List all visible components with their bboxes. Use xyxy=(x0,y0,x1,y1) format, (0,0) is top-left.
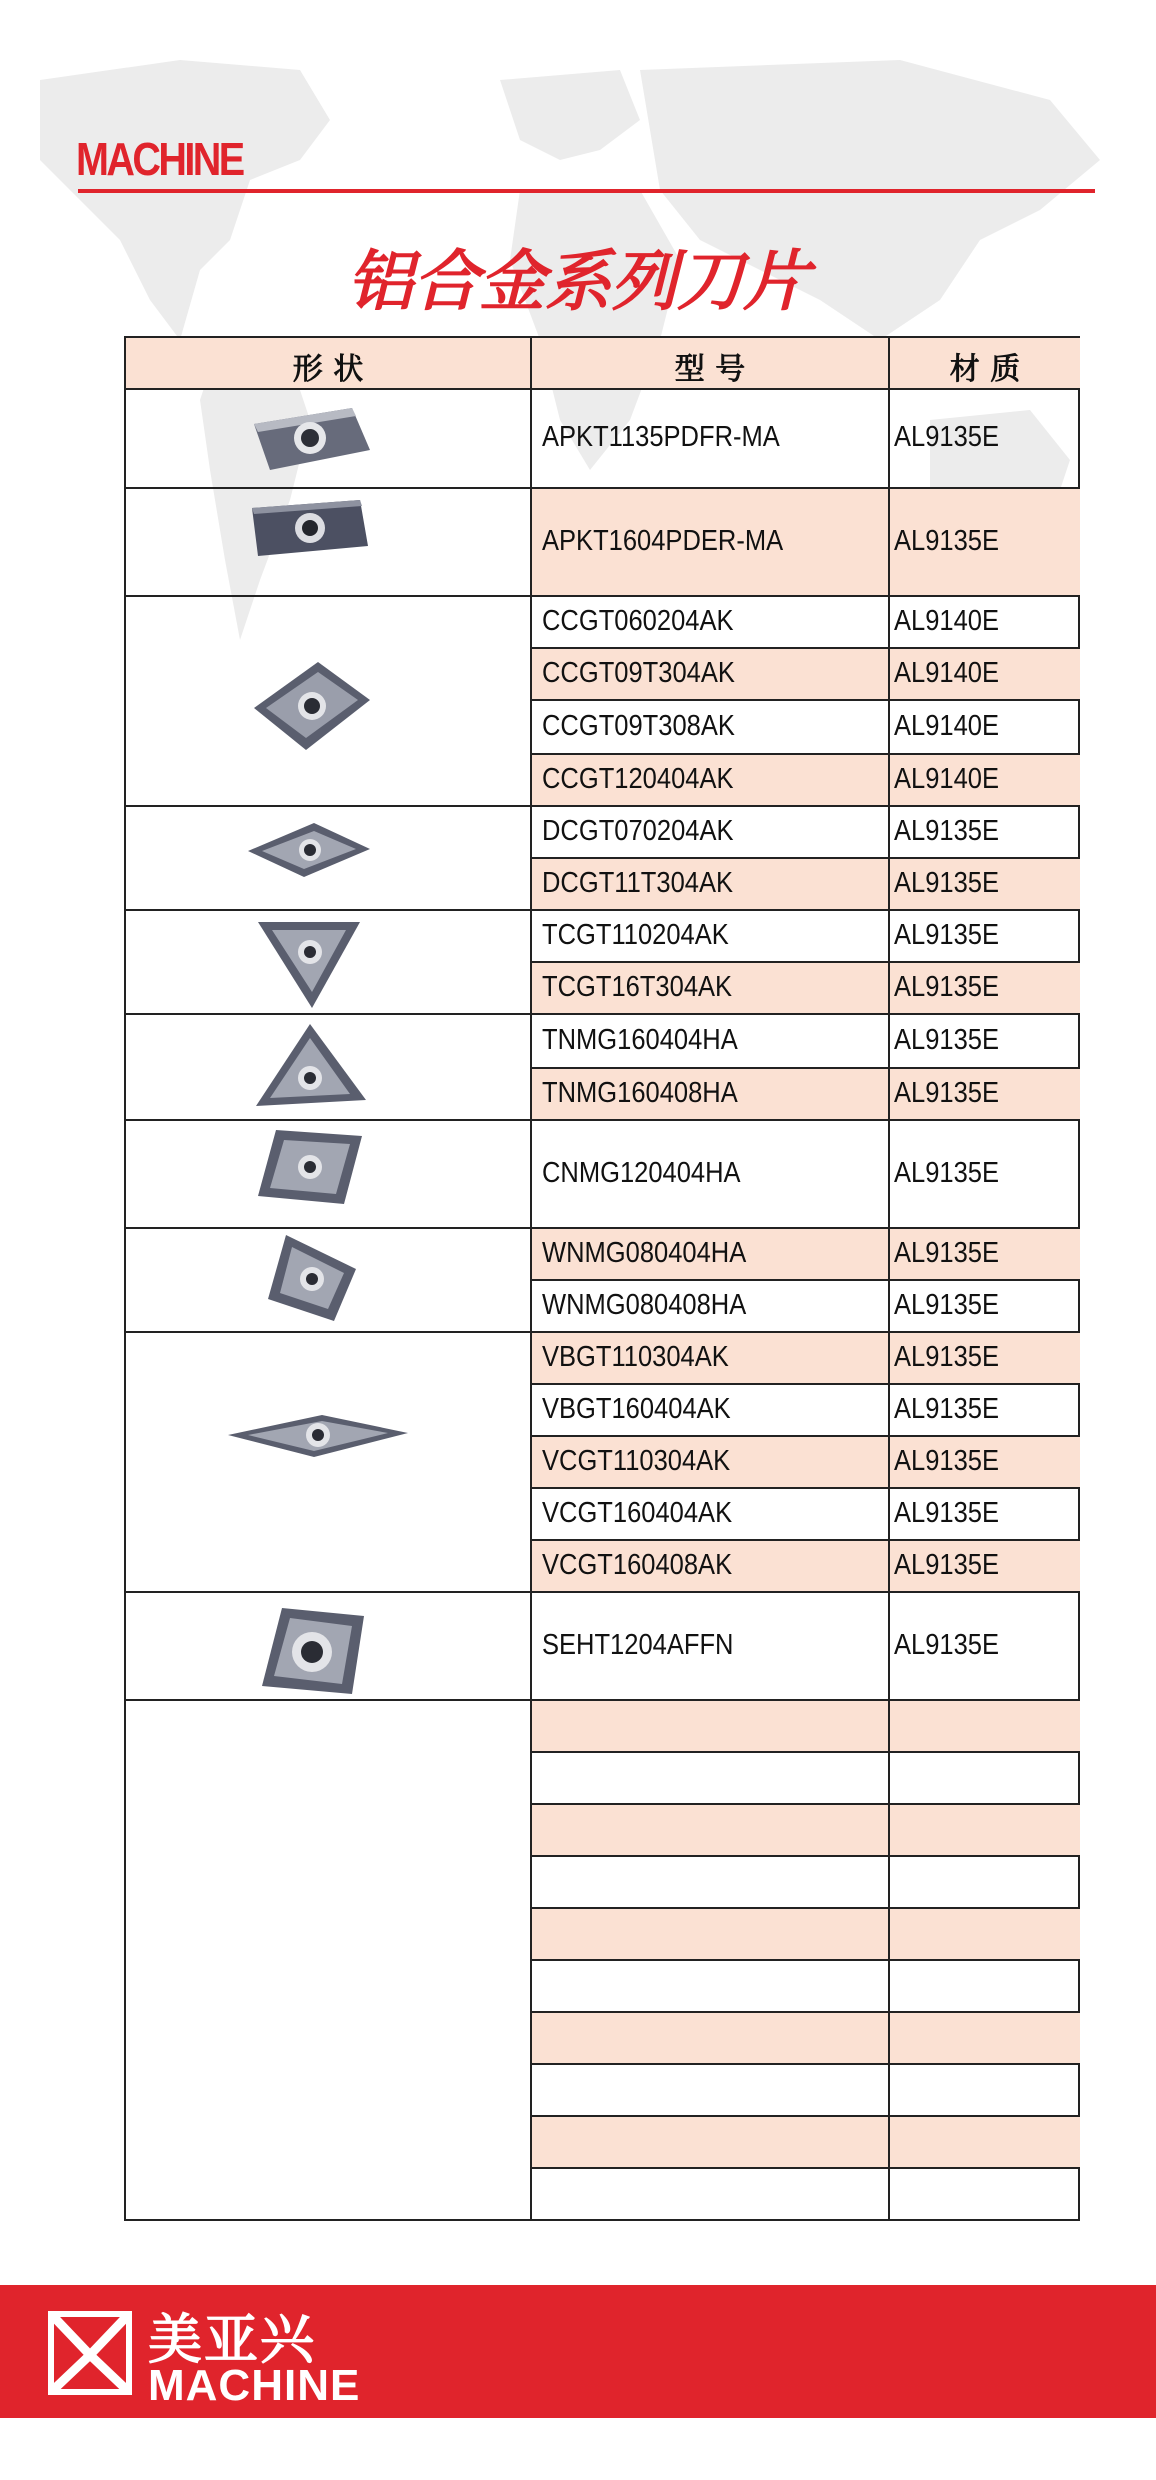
row-divider xyxy=(530,2115,1080,2117)
model-cell: CCGT09T304AK xyxy=(542,657,735,689)
material-cell: AL9135E xyxy=(894,971,1000,1003)
tnmg-insert-image xyxy=(250,1020,370,1112)
model-cell: DCGT11T304AK xyxy=(542,867,734,899)
model-cell: VBGT160404AK xyxy=(542,1393,731,1425)
model-cell: WNMG080408HA xyxy=(542,1289,747,1321)
row-divider xyxy=(530,1487,1080,1489)
row-shade xyxy=(530,1700,1080,1752)
model-cell: DCGT070204AK xyxy=(542,815,734,847)
material-cell: AL9140E xyxy=(894,763,1000,795)
header-model: 型 号 xyxy=(674,352,746,387)
row-shade xyxy=(530,2012,1080,2064)
model-cell: VBGT110304AK xyxy=(542,1341,729,1373)
model-cell: CCGT060204AK xyxy=(542,605,734,637)
row-divider xyxy=(126,1331,1080,1333)
model-cell: CCGT09T308AK xyxy=(542,710,735,742)
product-table xyxy=(124,336,1080,2221)
model-cell: CNMG120404HA xyxy=(542,1157,741,1189)
material-cell: AL9135E xyxy=(894,1341,1000,1373)
model-cell: VCGT160404AK xyxy=(542,1497,733,1529)
brand-mark-icon xyxy=(48,2311,132,2395)
material-cell: AL9135E xyxy=(894,867,1000,899)
row-divider xyxy=(530,699,1080,701)
material-cell: AL9135E xyxy=(894,1629,1000,1661)
model-cell: APKT1604PDER-MA xyxy=(542,525,784,557)
brand-logo: MACHINE xyxy=(76,133,243,185)
row-divider xyxy=(530,857,1080,859)
row-shade xyxy=(530,1804,1080,1856)
row-shade xyxy=(530,2116,1080,2168)
model-cell: APKT1135PDFR-MA xyxy=(542,421,780,453)
material-cell: AL9135E xyxy=(894,1077,1000,1109)
row-divider xyxy=(530,647,1080,649)
model-cell: WNMG080404HA xyxy=(542,1237,747,1269)
tcgt-insert-image xyxy=(254,916,364,1012)
row-divider xyxy=(126,487,1080,489)
ccgt-insert-image xyxy=(246,656,376,756)
row-divider xyxy=(530,1751,1080,1753)
material-cell: AL9135E xyxy=(894,525,1000,557)
row-divider xyxy=(530,1855,1080,1857)
model-cell: VCGT110304AK xyxy=(542,1445,731,1477)
material-cell: AL9135E xyxy=(894,1237,1000,1269)
page-title: 铝合金系列刀片 xyxy=(347,243,809,320)
material-cell: AL9135E xyxy=(894,1549,1000,1581)
row-divider xyxy=(126,595,1080,597)
row-divider xyxy=(530,1959,1080,1961)
model-cell: TNMG160404HA xyxy=(542,1024,738,1056)
row-divider xyxy=(530,1539,1080,1541)
material-cell: AL9135E xyxy=(894,1497,1000,1529)
row-divider xyxy=(126,388,1080,390)
footer-brand-cn: 美亚兴 xyxy=(148,2308,316,2371)
material-cell: AL9135E xyxy=(894,1445,1000,1477)
row-divider xyxy=(530,2011,1080,2013)
material-cell: AL9135E xyxy=(894,1289,1000,1321)
model-cell: TCGT110204AK xyxy=(542,919,729,951)
header-material: 材 质 xyxy=(949,352,1021,387)
row-divider xyxy=(530,1279,1080,1281)
vbgt-insert-image xyxy=(226,1405,410,1465)
row-divider xyxy=(530,1067,1080,1069)
material-cell: AL9135E xyxy=(894,1393,1000,1425)
apkt-insert-image xyxy=(244,398,374,480)
row-divider xyxy=(530,1803,1080,1805)
row-divider xyxy=(530,2167,1080,2169)
material-cell: AL9135E xyxy=(894,1024,1000,1056)
row-divider xyxy=(126,1119,1080,1121)
row-divider xyxy=(126,1013,1080,1015)
row-divider xyxy=(530,753,1080,755)
model-cell: SEHT1204AFFN xyxy=(542,1629,734,1661)
material-cell: AL9135E xyxy=(894,1157,1000,1189)
row-divider xyxy=(126,805,1080,807)
row-divider xyxy=(530,961,1080,963)
material-cell: AL9135E xyxy=(894,815,1000,847)
material-cell: AL9140E xyxy=(894,605,1000,637)
row-divider xyxy=(530,1907,1080,1909)
row-divider xyxy=(126,1591,1080,1593)
material-cell: AL9135E xyxy=(894,421,1000,453)
model-cell: TNMG160408HA xyxy=(542,1077,738,1109)
cnmg-insert-image xyxy=(252,1124,368,1210)
header-shape: 形 状 xyxy=(292,352,364,387)
seht-insert-image xyxy=(252,1602,370,1700)
material-cell: AL9135E xyxy=(894,919,1000,951)
model-cell: TCGT16T304AK xyxy=(542,971,733,1003)
footer-brand-en: MACHINE xyxy=(148,2361,361,2410)
apkt-insert-image xyxy=(244,494,374,564)
row-shade xyxy=(530,1908,1080,1960)
row-divider xyxy=(530,2063,1080,2065)
row-divider xyxy=(530,1383,1080,1385)
row-divider xyxy=(530,1435,1080,1437)
model-cell: VCGT160408AK xyxy=(542,1549,733,1581)
model-cell: CCGT120404AK xyxy=(542,763,734,795)
material-cell: AL9140E xyxy=(894,657,1000,689)
header-divider xyxy=(78,189,1095,193)
row-divider xyxy=(126,909,1080,911)
wnmg-insert-image xyxy=(260,1229,360,1327)
material-cell: AL9140E xyxy=(894,710,1000,742)
dcgt-insert-image xyxy=(244,815,374,885)
